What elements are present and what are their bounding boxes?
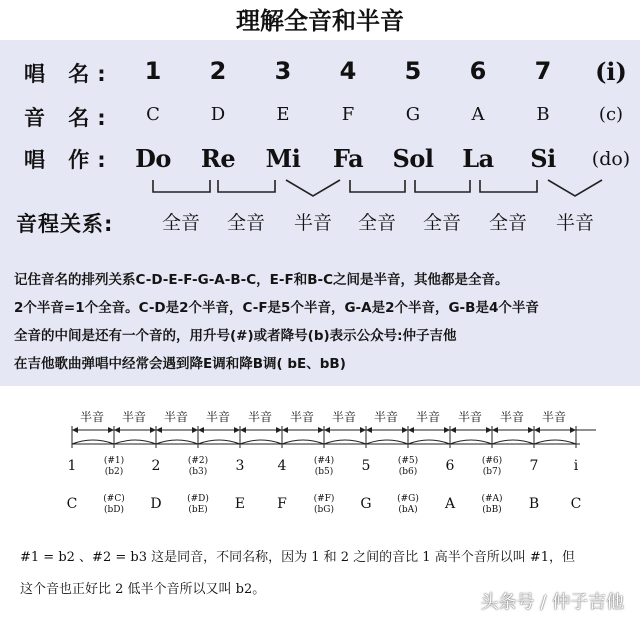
row-label-solfege: 唱 作: xyxy=(24,148,114,172)
whole-tone-bracket xyxy=(415,180,470,192)
lower-degree: 4 xyxy=(277,458,287,474)
watermark-text: 头条号 / 仲子吉他 xyxy=(480,592,624,613)
footnote-line: #1 = b2 、#2 = b3 这是同音，不同名称，因为 1 和 2 之间的音比 1 高半个音所以叫 #1，但 xyxy=(20,550,575,565)
note-line: 2个半音=1个全音。C-D是2个半音，C-F是5个半音，G-A是2个半音，G-B是4个半音 xyxy=(14,300,539,316)
lower-accidental: (#4) (b5) xyxy=(313,456,335,477)
semitone-label: 半音 xyxy=(499,410,524,424)
note-line: 记住音名的排列关系C-D-E-F-G-A-B-C，E-F和B-C之间是半音，其他都是全音。 xyxy=(14,272,509,288)
degree-cell: 2 xyxy=(209,57,227,85)
degree-cell: 1 xyxy=(144,57,162,85)
lower-name: D xyxy=(150,496,162,512)
lower-name: C xyxy=(570,496,582,512)
degree-cell: 3 xyxy=(274,57,292,85)
scale-panel xyxy=(0,40,640,258)
page-title: 理解全音和半音 xyxy=(236,7,404,35)
lower-accidental: (#G) (bA) xyxy=(397,494,419,515)
semitone-label: 半音 xyxy=(121,410,146,424)
semitone-label: 半音 xyxy=(289,410,314,424)
semitone-label: 半音 xyxy=(541,410,566,424)
lower-name: B xyxy=(528,496,540,512)
semitone-label: 半音 xyxy=(415,410,440,424)
lower-accidental: (#1) (b2) xyxy=(103,456,125,477)
whole-tone-bracket xyxy=(480,180,537,192)
lower-name: E xyxy=(234,496,246,512)
lower-accidental: (#A) (bB) xyxy=(481,494,503,515)
interval-cell: 全音 xyxy=(161,212,200,234)
interval-cell: 全音 xyxy=(357,212,396,234)
interval-cell: 半音 xyxy=(555,212,594,234)
lower-accidental: (#F) (bG) xyxy=(313,494,335,515)
degree-cell: 7 xyxy=(534,57,552,85)
row-label-name: 音 名: xyxy=(24,106,114,130)
note-line: 全音的中间是还有一个音的，用升号(#)或者降号(b)表示公众号:仲子吉他 xyxy=(14,328,457,344)
lower-name: G xyxy=(360,496,372,512)
semitone-label: 半音 xyxy=(247,410,272,424)
note-name-cell: A xyxy=(471,104,485,125)
note-name-cell: B xyxy=(536,104,550,125)
solfege-high: (do) xyxy=(591,148,631,170)
solfege-cell: Si xyxy=(530,144,556,173)
degree-cell: 4 xyxy=(339,57,357,85)
lower-degree: i xyxy=(573,458,579,474)
solfege-cell: Do xyxy=(135,144,171,173)
lower-name: F xyxy=(277,496,287,512)
interval-cell: 全音 xyxy=(422,212,461,234)
interval-cell: 全音 xyxy=(488,212,527,234)
degree-cell: 5 xyxy=(404,57,422,85)
lower-degree: 1 xyxy=(67,458,77,474)
lower-degree: 7 xyxy=(529,458,539,474)
lower-accidental: (#5) (b6) xyxy=(397,456,419,477)
lower-accidental: (#D) (bE) xyxy=(187,494,209,515)
interval-cell: 半音 xyxy=(293,212,332,234)
note-name-cell: D xyxy=(210,104,226,125)
row-label-degree: 唱 名: xyxy=(24,62,114,86)
semitone-label: 半音 xyxy=(205,410,230,424)
note-name-high: (c) xyxy=(598,104,624,125)
half-tone-bracket xyxy=(548,180,602,196)
semitone-label: 半音 xyxy=(79,410,104,424)
explanation-notes xyxy=(0,258,640,386)
lower-name: A xyxy=(444,496,456,512)
note-name-cell: F xyxy=(341,104,355,125)
semitone-label: 半音 xyxy=(331,410,356,424)
solfege-cell: Sol xyxy=(392,144,434,173)
footnote-line: 这个音也正好比 2 低半个音所以又叫 b2。 xyxy=(20,582,266,597)
solfege-cell: Mi xyxy=(265,144,301,173)
whole-tone-bracket xyxy=(218,180,275,192)
lower-degree: 5 xyxy=(361,458,371,474)
semitone-label: 半音 xyxy=(457,410,482,424)
semitone-ruler xyxy=(0,386,640,456)
solfege-cell: Re xyxy=(200,144,236,173)
note-name-cell: G xyxy=(405,104,421,125)
note-name-cell: E xyxy=(276,104,290,125)
degree-cell: 6 xyxy=(469,57,487,85)
lower-name: C xyxy=(66,496,78,512)
lower-degree: 2 xyxy=(151,458,161,474)
row-label-interval: 音程关系: xyxy=(16,212,114,236)
solfege-cell: La xyxy=(462,144,494,173)
lower-accidental: (#C) (bD) xyxy=(103,494,125,515)
semitone-label: 半音 xyxy=(163,410,188,424)
whole-tone-bracket xyxy=(153,180,210,192)
degree-high: (i) xyxy=(595,57,627,86)
whole-tone-bracket xyxy=(350,180,405,192)
note-line: 在吉他歌曲弹唱中经常会遇到降E调和降B调( bE、bB) xyxy=(14,356,346,372)
solfege-cell: Fa xyxy=(332,144,364,173)
lower-degree: 6 xyxy=(445,458,455,474)
interval-cell: 全音 xyxy=(226,212,265,234)
note-name-cell: C xyxy=(146,104,160,125)
semitone-label: 半音 xyxy=(373,410,398,424)
lower-accidental: (#2) (b3) xyxy=(187,456,209,477)
semitone-diagram xyxy=(0,386,640,617)
half-tone-bracket xyxy=(286,180,340,196)
lower-degree: 3 xyxy=(235,458,245,474)
lower-accidental: (#6) (b7) xyxy=(481,456,503,477)
